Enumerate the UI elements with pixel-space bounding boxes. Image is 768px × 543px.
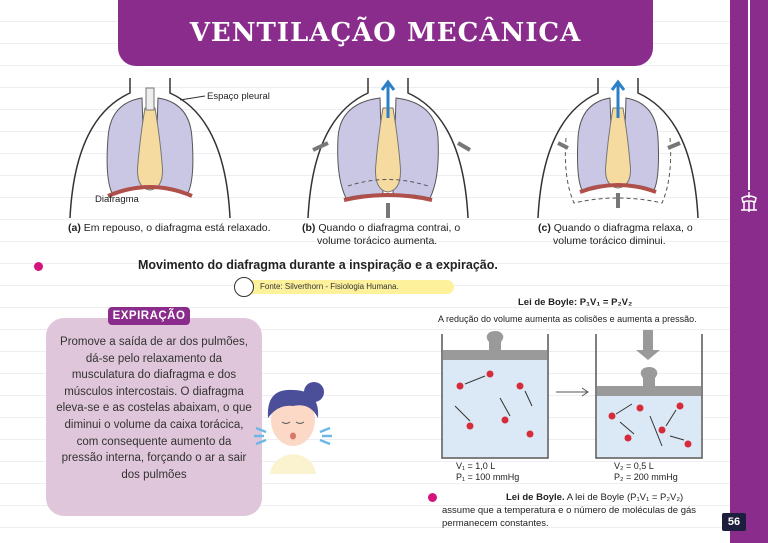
bullet-dot [34, 262, 43, 271]
caption-a: (a) Em repouso, o diafragma está relaxado. [68, 222, 271, 234]
boyle-law-text: Lei de Boyle. A lei de Boyle (P₁V₁ = P₂V₂) assume que a temperatura e o número de moléculas de gás permanecem constantes. [442, 492, 697, 529]
magnifier-icon [234, 277, 254, 297]
boyle-state2: V₂ = 0,5 L P₂ = 200 mmHg [614, 461, 678, 482]
diagram-inspiration [288, 78, 488, 228]
expiration-text: Promove a saída de ar dos pulmões, dá-se pelo relaxamento da musculatura do diafragma e dos músculos intercostais. O diafragma eleva-se e as costelas abaixam, o que diminui o volume da caixa torácica, com consequente aumento da pressão interna, forçando o ar a sair dos pulmões [56, 336, 252, 481]
title-banner [118, 0, 653, 66]
diagram-expiration [518, 78, 718, 228]
boyle-diagram [440, 326, 702, 460]
caption-c: (c) Quando o diafragma relaxa, o volume torácico diminui. [538, 222, 693, 247]
side-bar-line [748, 0, 750, 190]
label-pleural: Espaço pleural [207, 91, 270, 102]
caption-b: (b) Quando o diafragma contrai, o volume torácico aumenta. [302, 222, 461, 247]
diagram-rest [50, 78, 270, 228]
person-exhaling-icon [248, 378, 338, 474]
side-bar [730, 0, 768, 543]
source-note: Fonte: Silverthorn - Fisiologia Humana. [238, 280, 454, 294]
boyle-state1: V₁ = 1,0 L P₁ = 100 mmHg [456, 461, 520, 482]
ornament-icon [738, 190, 760, 216]
expiration-tag: EXPIRAÇÃO [108, 307, 190, 325]
page-number: 56 [722, 513, 746, 531]
boyle-title: Lei de Boyle: P₁V₁ = P₂V₂ [518, 297, 633, 308]
boyle-subtitle: A redução do volume aumenta as colisões e aumenta a pressão. [438, 314, 697, 324]
page-title: VENTILAÇÃO MECÂNICA [189, 18, 582, 48]
bullet-dot-2 [428, 493, 437, 502]
label-diaphragm: Diafragma [95, 194, 139, 205]
expiration-card [46, 318, 262, 516]
figure-heading: Movimento do diafragma durante a inspiração e a expiração. [138, 258, 498, 272]
